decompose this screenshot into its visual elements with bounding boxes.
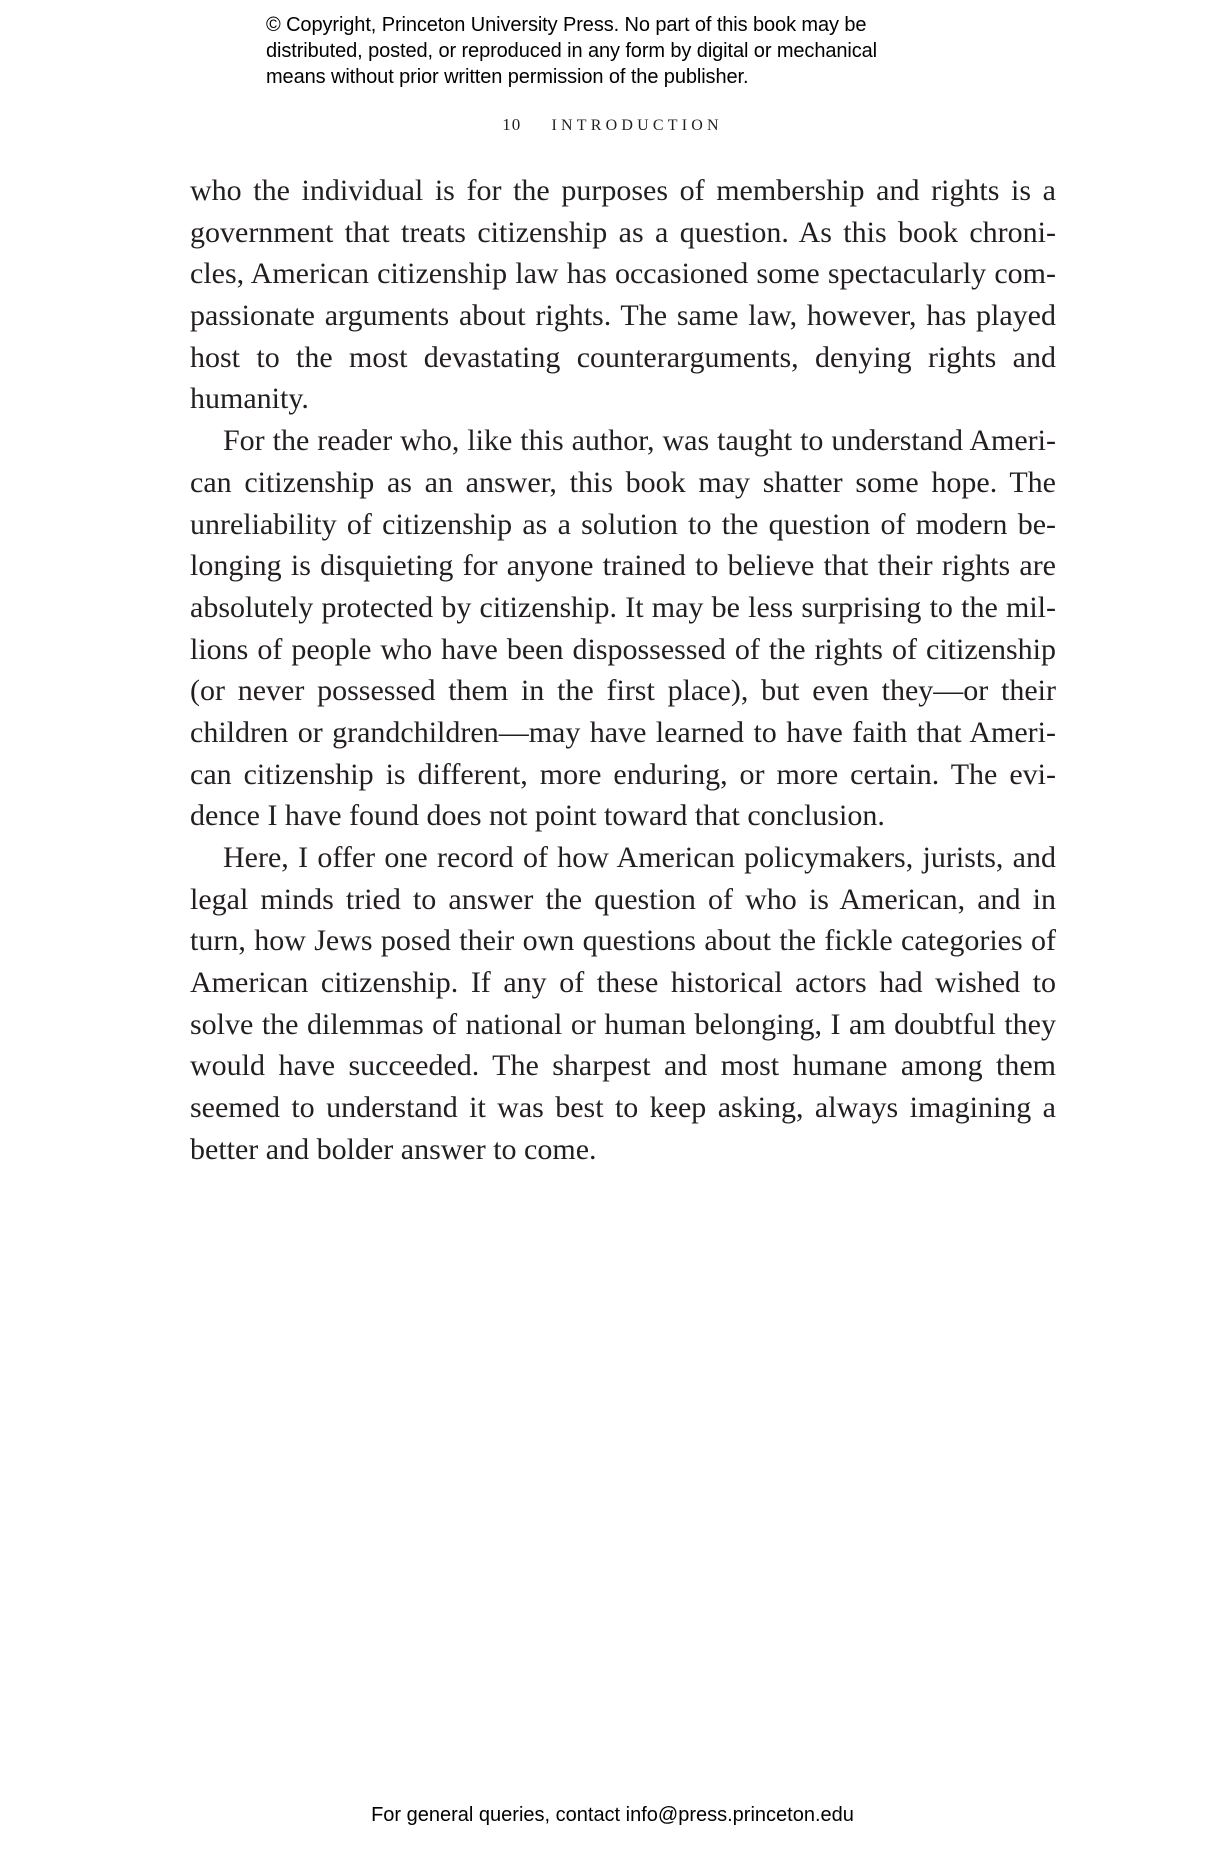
text-line: who the individual is for the purposes of membership and rights is a xyxy=(190,174,1056,207)
contact-text: For general queries, contact info@press.princeton.edu xyxy=(371,1804,854,1826)
copyright-line: © Copyright, Princeton University Press. No part of this book may be xyxy=(266,14,867,36)
text-line: host to the most devastating counterarguments, denying rights and xyxy=(190,340,1056,374)
copyright-notice xyxy=(266,12,986,90)
body-text xyxy=(190,170,1056,1171)
text-line: government that treats citizenship as a question. As this book chroni- xyxy=(190,215,1056,249)
copyright-line: means without prior written permission of the publisher. xyxy=(266,66,749,88)
text-line: seemed to understand it was best to keep asking, always imagining a xyxy=(190,1091,1056,1125)
text-line: better and bolder answer to come. xyxy=(190,1132,597,1166)
text-line: cles, American citizenship law has occasioned some spectacularly com- xyxy=(190,257,1056,291)
text-line: (or never possessed them in the first place), but even they—or their xyxy=(190,674,1056,708)
text-line: Here, I offer one record of how American policymakers, jurists, and xyxy=(223,841,1056,874)
text-line: For the reader who, like this author, was taught to understand Ameri- xyxy=(223,424,1056,458)
copyright-line: distributed, posted, or reproduced in any form by digital or mechanical xyxy=(266,40,878,62)
text-line: solve the dilemmas of national or human belonging, I am doubtful they xyxy=(190,1007,1056,1041)
page-number: 10 xyxy=(502,115,522,134)
text-line: American citizenship. If any of these historical actors had wished to xyxy=(190,966,1056,1000)
text-line: longing is disquieting for anyone trained to believe that their rights are xyxy=(190,549,1056,583)
text-line: humanity. xyxy=(190,382,309,416)
text-line: lions of people who have been dispossessed of the rights of citizenship xyxy=(190,632,1056,666)
text-line: can citizenship as an answer, this book may shatter some hope. The xyxy=(190,465,1056,499)
text-line: can citizenship is different, more enduring, or more certain. The evi- xyxy=(190,757,1056,791)
running-head xyxy=(0,114,1225,137)
text-line: turn, how Jews posed their own questions about the fickle categories of xyxy=(190,924,1056,958)
text-line: dence I have found does not point toward that conclusion. xyxy=(190,799,885,833)
text-line: unreliability of citizenship as a solution to the question of modern be- xyxy=(190,507,1056,541)
text-line: legal minds tried to answer the question of who is American, and in xyxy=(190,882,1056,916)
contact-footer xyxy=(0,1803,1225,1827)
text-line: absolutely protected by citizenship. It may be less surprising to the mil- xyxy=(190,590,1056,624)
text-line: children or grandchildren—may have learned to have faith that Ameri- xyxy=(190,715,1056,749)
text-line: would have succeeded. The sharpest and most humane among them xyxy=(190,1049,1056,1083)
text-line: passionate arguments about rights. The same law, however, has played xyxy=(190,299,1056,333)
section-title: INTRODUCTION xyxy=(551,117,723,134)
